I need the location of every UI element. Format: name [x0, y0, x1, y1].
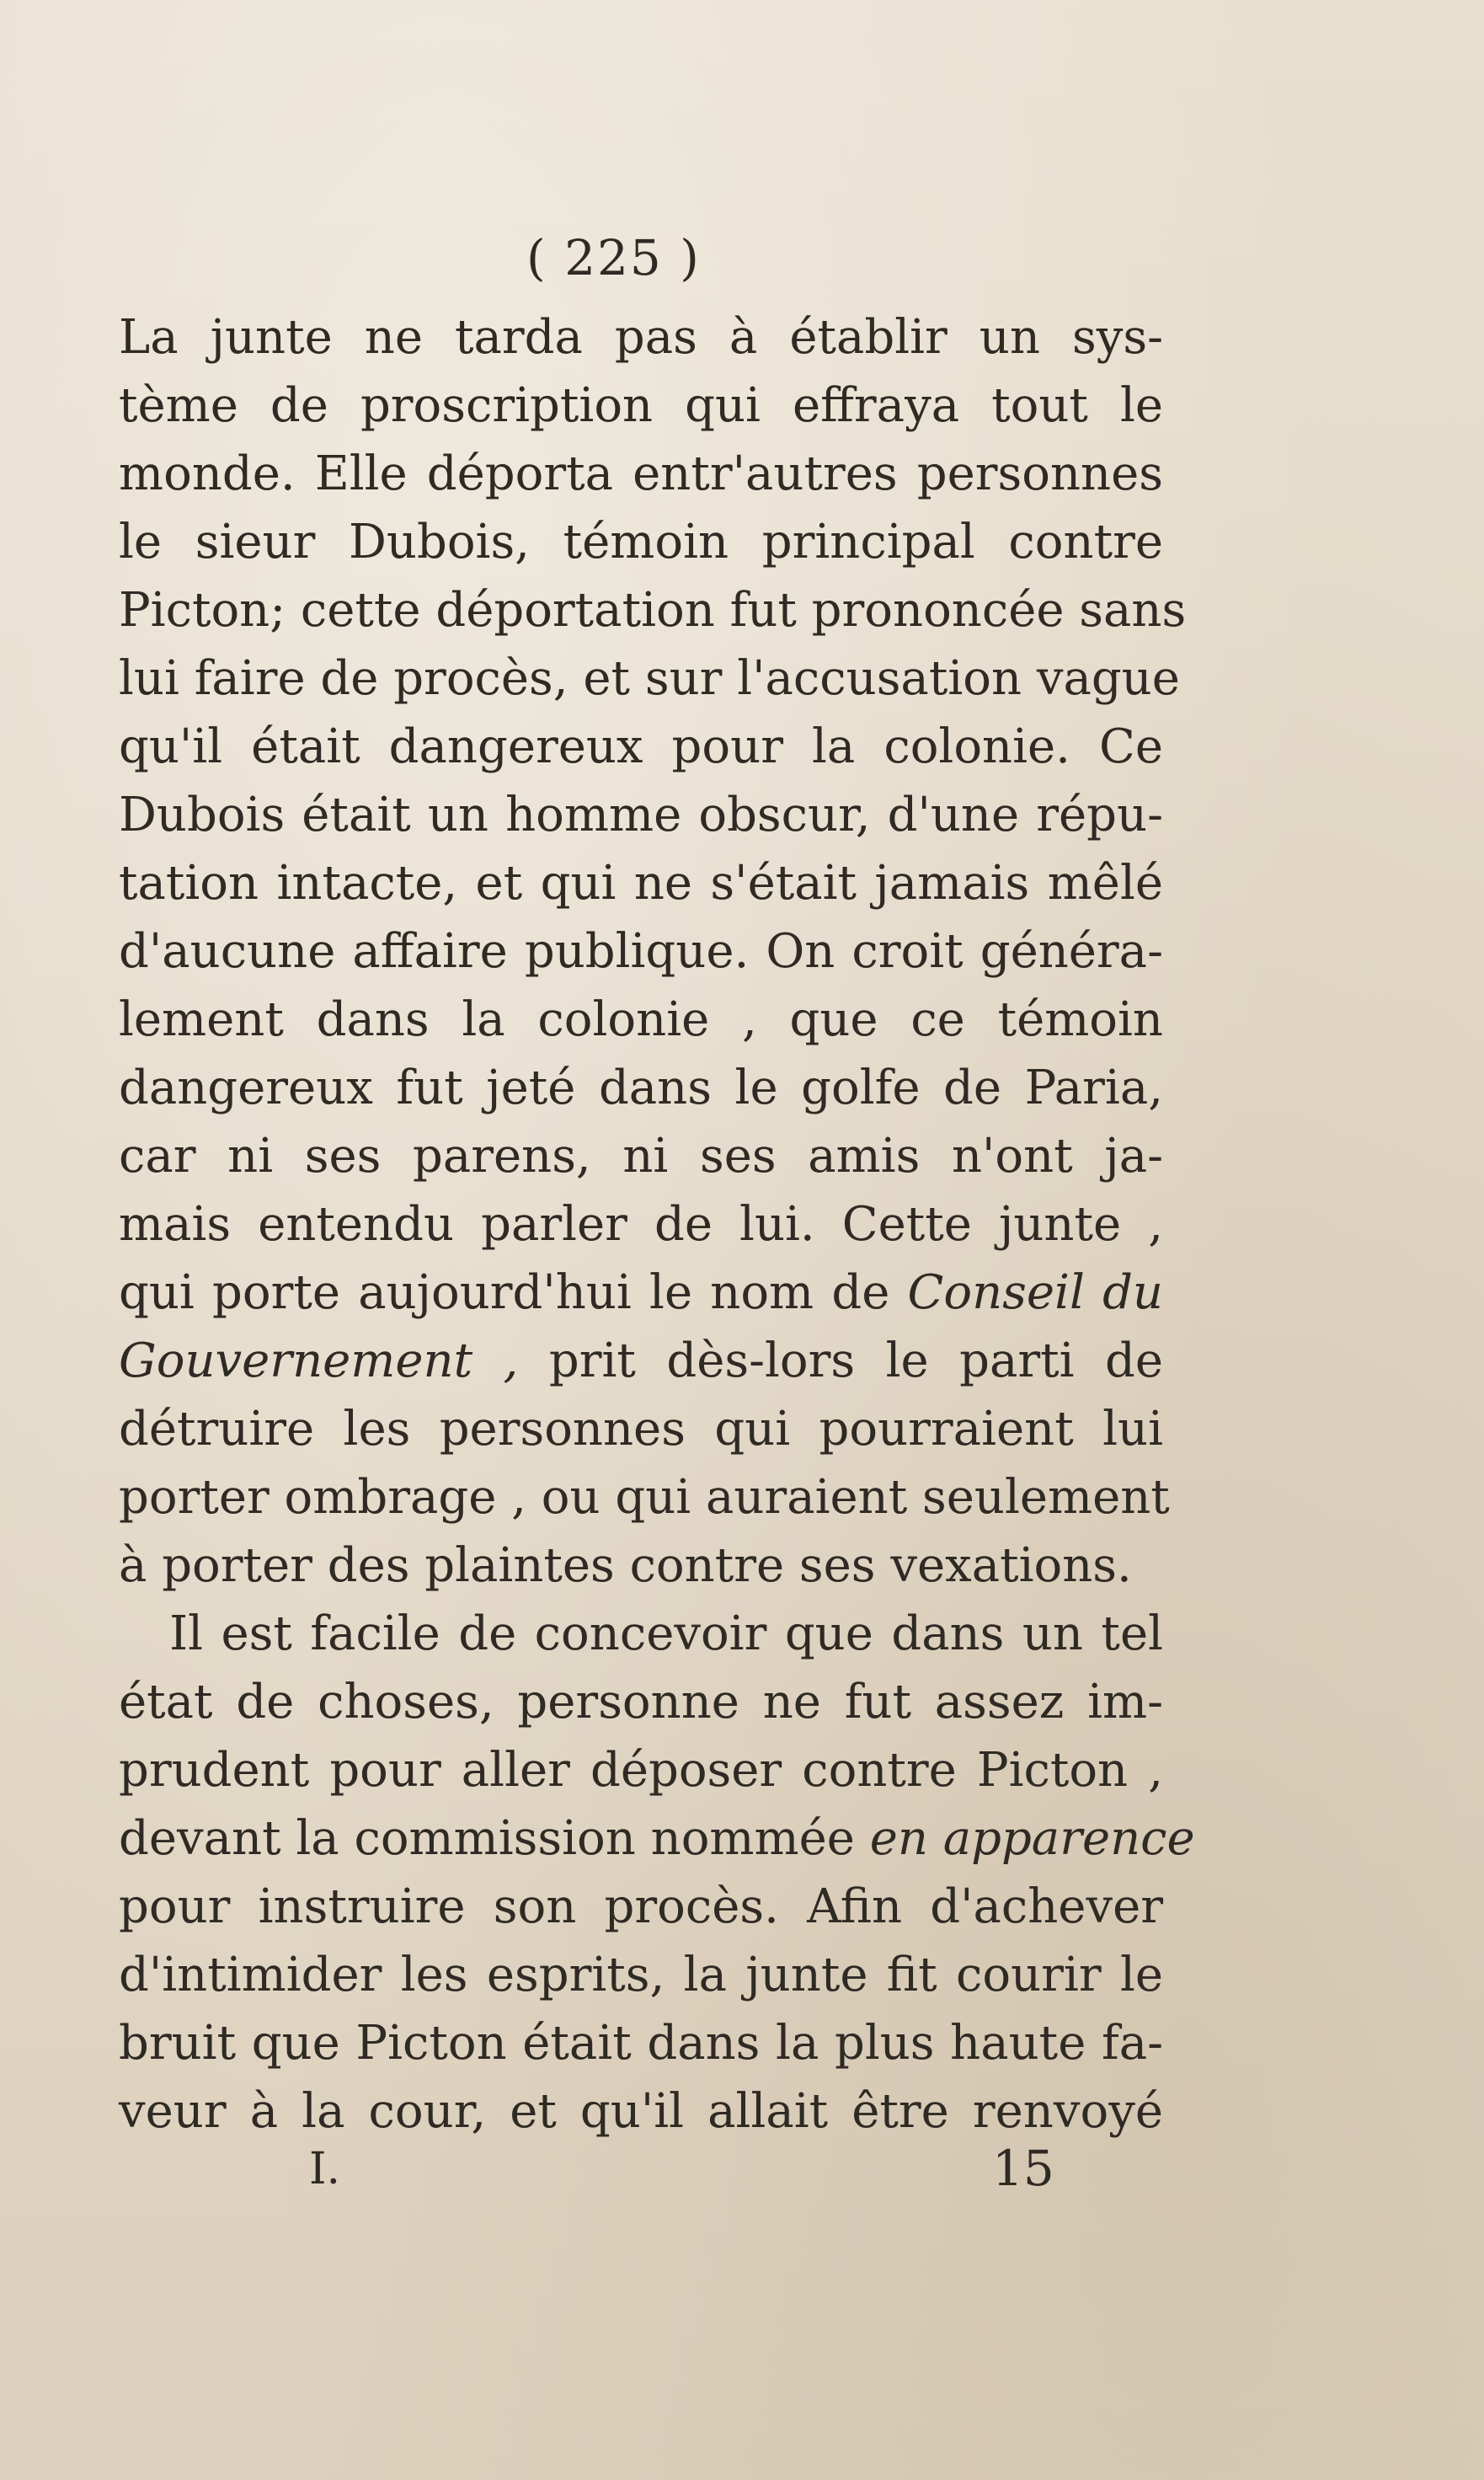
text-line [119, 1259, 1163, 1327]
italic-phrase: en apparence [869, 1811, 1195, 1866]
text-line: Dubois était un homme obscur, d'une répu- [119, 788, 1163, 842]
italic-title: Conseil du [907, 1265, 1163, 1320]
text-line: porter ombrage , ou qui auraient seulement [119, 1470, 1170, 1525]
sheet-number: 15 [992, 2140, 1054, 2197]
text-line: bruit que Picton était dans la plus haute fa- [119, 2016, 1163, 2071]
text-line: état de choses, personne ne fut assez im- [119, 1675, 1163, 1729]
text-line: monde. Elle déporta entr'autres personnes [119, 446, 1163, 501]
text-line: lement dans la colonie , que ce témoin [119, 992, 1163, 1047]
text-line: dangereux fut jeté dans le golfe de Paria, [119, 1061, 1163, 1115]
text-segment: qui porte aujourd'hui le nom de [119, 1265, 890, 1320]
text-line: veur à la cour, et qu'il allait être renvoyé [119, 2084, 1163, 2139]
text-line: d'aucune affaire publique. On croit généra- [119, 924, 1163, 979]
text-line: Il est facile de concevoir que dans un tel [169, 1606, 1163, 1661]
text-line [119, 1327, 1163, 1395]
text-line: lui faire de procès, et sur l'accusation vague [119, 651, 1180, 706]
text-line [119, 1804, 1195, 1873]
text-line: détruire les personnes qui pourraient lui [119, 1402, 1163, 1456]
text-line: tème de proscription qui effraya tout le [119, 378, 1163, 433]
page-number: ( 225 ) [526, 229, 701, 286]
text-segment: prit dès-lors le parti de [548, 1334, 1163, 1388]
text-line: d'intimider les esprits, la junte fit courir le [119, 1948, 1163, 2002]
text-line: prudent pour aller déposer contre Picton , [119, 1743, 1163, 1798]
text-line: le sieur Dubois, témoin principal contre [119, 515, 1163, 569]
text-line: tation intacte, et qui ne s'était jamais mêlé [119, 856, 1163, 911]
body-text [119, 303, 1195, 2146]
text-line: qu'il était dangereux pour la colonie. Ce [119, 719, 1163, 774]
text-segment: devant la commission nommée [119, 1811, 855, 1866]
text-line: La junte ne tarda pas à établir un sys- [119, 310, 1163, 365]
signature-mark: I. [309, 2144, 341, 2194]
text-line: Picton; cette déportation fut prononcée sans [119, 583, 1187, 638]
text-line: mais entendu parler de lui. Cette junte , [119, 1197, 1163, 1252]
text-line: car ni ses parens, ni ses amis n'ont ja- [119, 1129, 1163, 1184]
italic-title: Gouvernement , [119, 1334, 519, 1388]
text-line: à porter des plaintes contre ses vexations. [119, 1538, 1132, 1593]
text-line: pour instruire son procès. Afin d'achever [119, 1879, 1163, 1934]
